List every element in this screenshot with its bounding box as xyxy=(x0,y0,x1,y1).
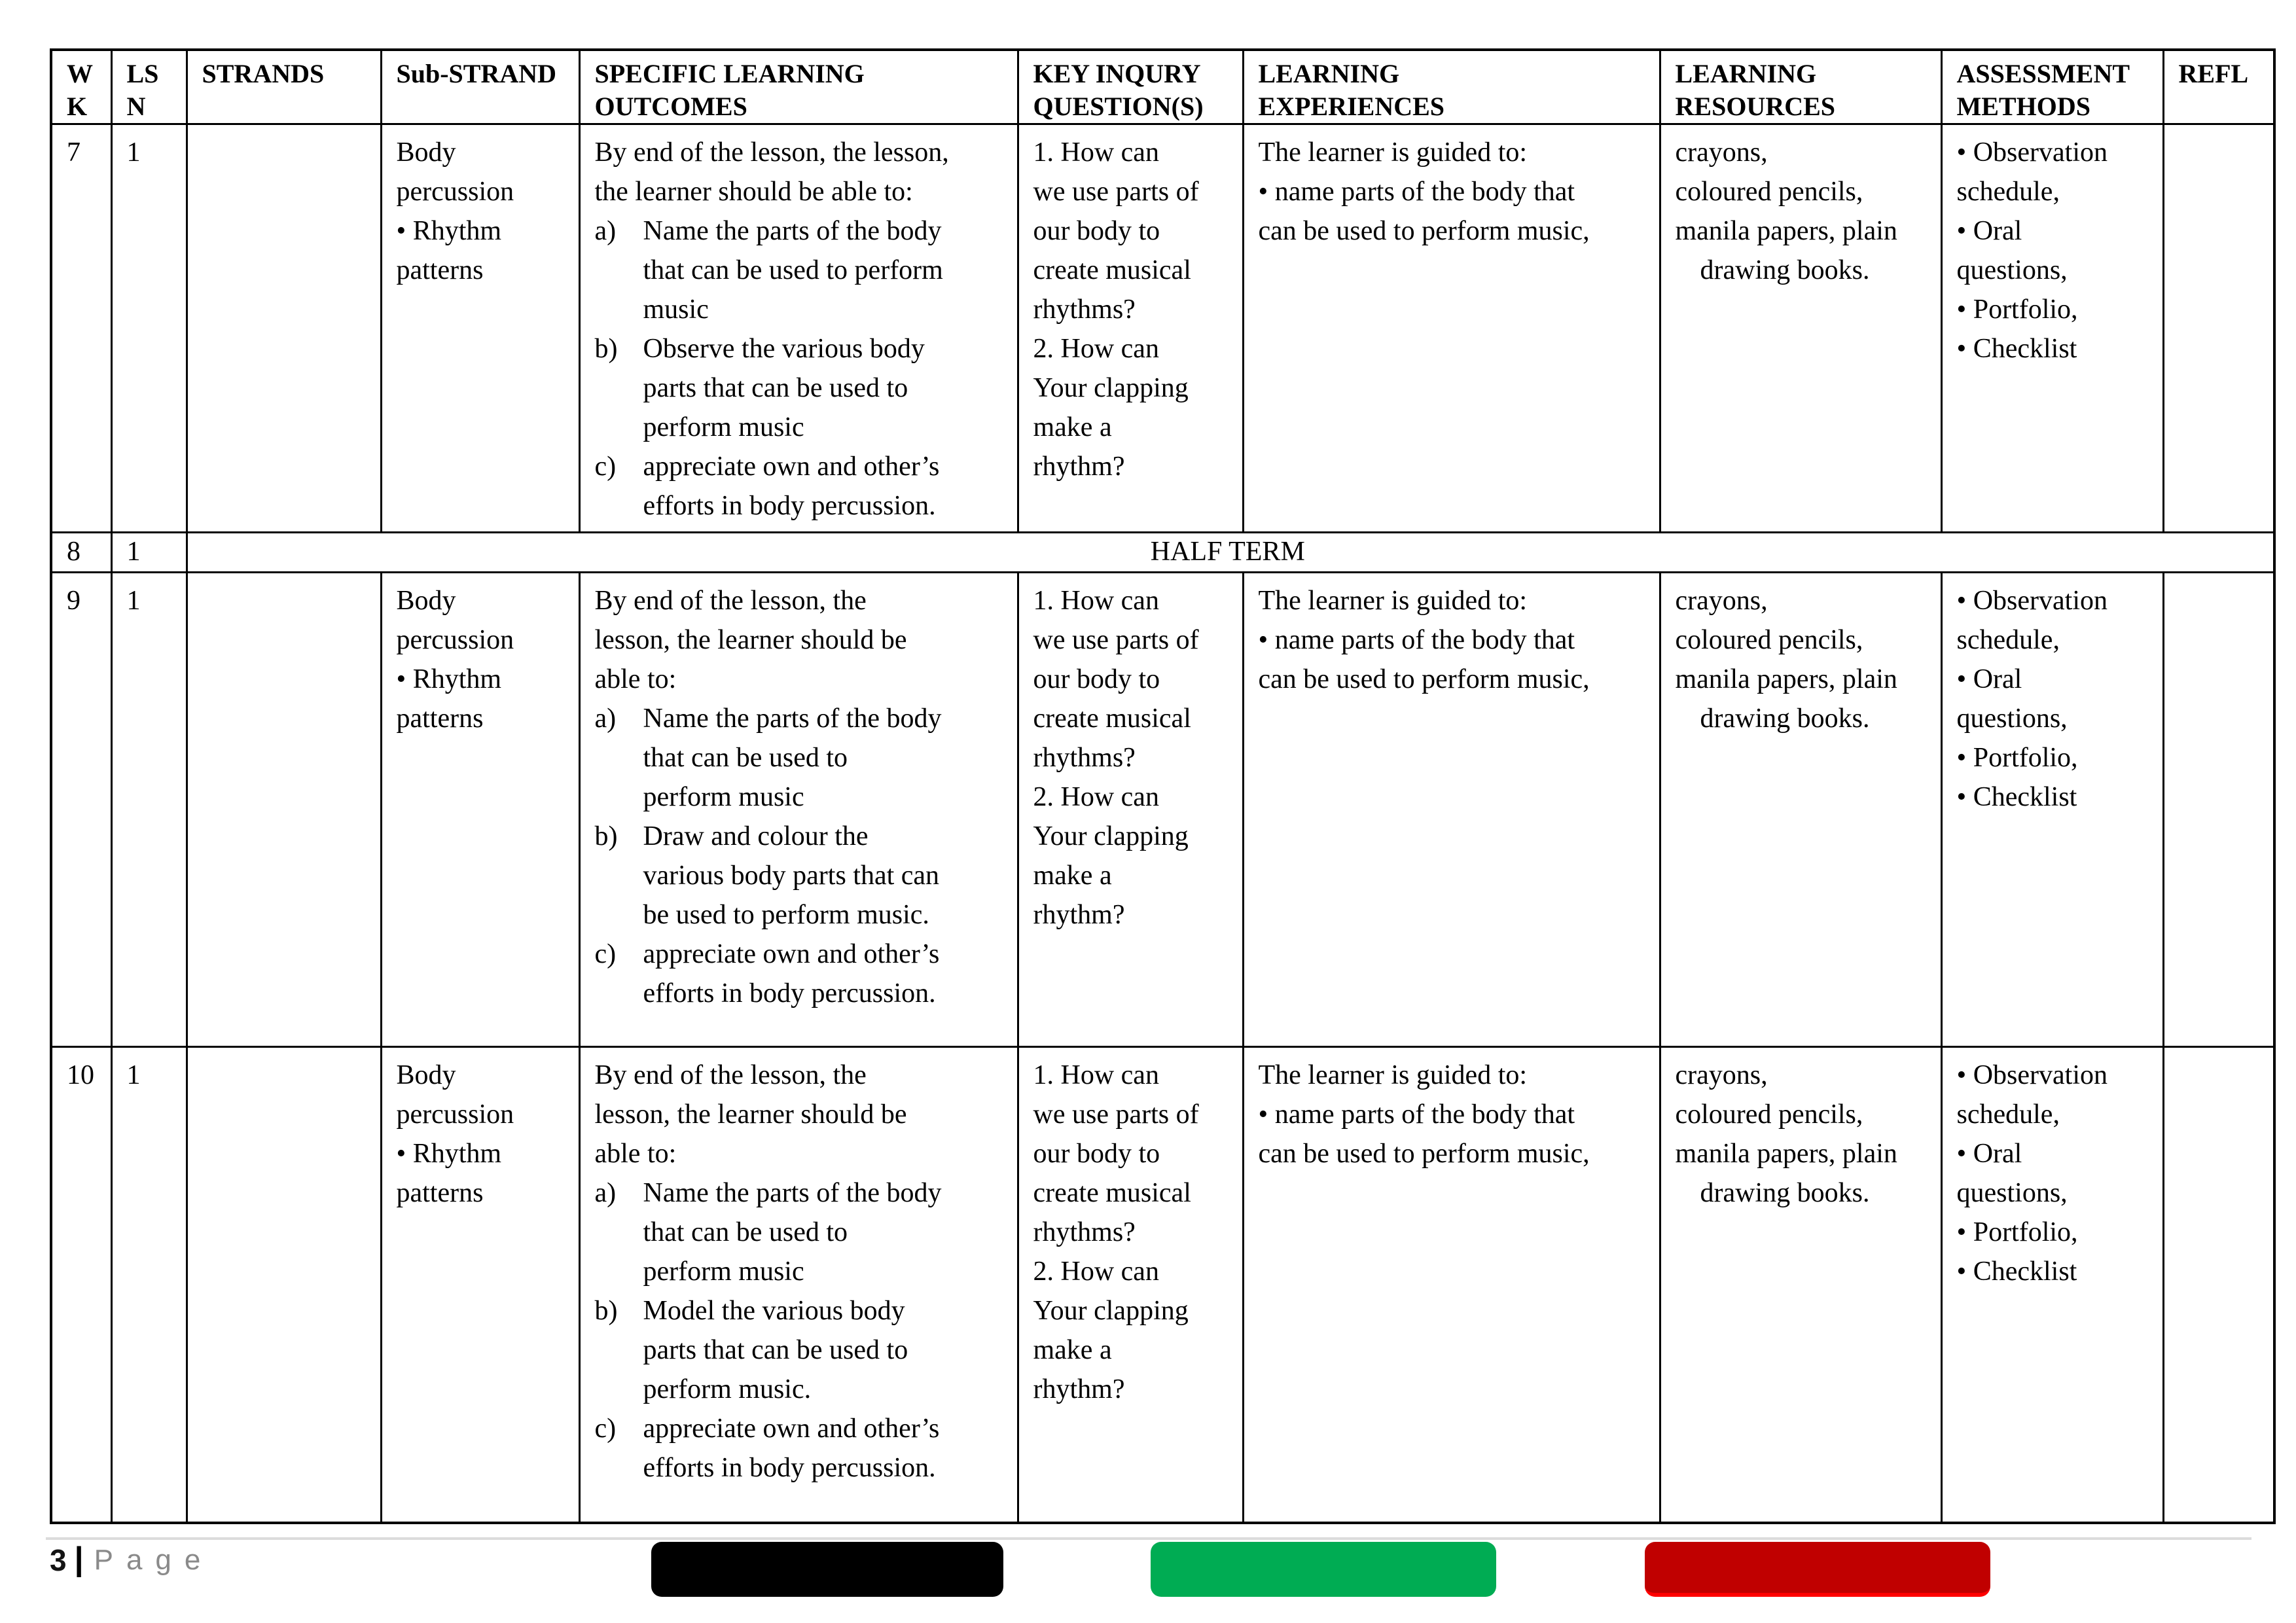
outcome-item xyxy=(595,1291,1012,1409)
outcome-item xyxy=(595,211,1012,329)
cell-outcomes xyxy=(579,573,1018,1047)
cell-assessment xyxy=(1941,573,2163,1047)
scheme-of-work-table xyxy=(50,48,2276,1524)
text-line: schedule, xyxy=(1956,177,2060,207)
text-line: able to: xyxy=(594,1139,677,1169)
text-line: Body xyxy=(396,586,456,616)
table-row xyxy=(51,573,2274,1047)
text-line: make a xyxy=(1033,412,1112,442)
text-line: • Observation xyxy=(1956,1060,2108,1090)
text-line: Your clapping xyxy=(1033,821,1189,851)
outcome-text: Observe the various body parts that can be used to perform music xyxy=(643,334,925,442)
cell-sub-strand xyxy=(381,573,579,1047)
cell-strands xyxy=(187,1047,381,1523)
outcome-text: Model the various body parts that can be used to perform music. xyxy=(643,1296,908,1404)
header-outcomes: SPECIFIC LEARNING OUTCOMES xyxy=(579,50,1018,124)
text-line: 2. How can xyxy=(1033,334,1159,364)
text-line: crayons, xyxy=(1675,1060,1768,1090)
text-line: crayons, xyxy=(1675,137,1768,168)
half-term-row xyxy=(51,533,2274,573)
text-line: can be used to perform music, xyxy=(1258,1139,1590,1169)
text-line: make a xyxy=(1033,1335,1112,1365)
cell-refl xyxy=(2163,124,2274,533)
text-line: Your clapping xyxy=(1033,373,1189,403)
text-line: patterns xyxy=(396,1178,484,1208)
text-line: questions, xyxy=(1956,704,2068,734)
text-line: • Portfolio, xyxy=(1956,1217,2078,1247)
outcome-text: Name the parts of the body that can be used to perform music xyxy=(643,1178,942,1287)
green-bar xyxy=(1151,1542,1496,1597)
text-line: coloured pencils, xyxy=(1675,625,1863,655)
text-line: our body to xyxy=(1033,1139,1160,1169)
text-line: we use parts of xyxy=(1033,625,1199,655)
text-line: • Rhythm xyxy=(396,1139,502,1169)
text-line: • Oral xyxy=(1956,1139,2022,1169)
cell-wk: 7 xyxy=(51,124,111,533)
header-lsn: LS N xyxy=(111,50,187,124)
cell-wk: 9 xyxy=(51,573,111,1047)
text-line: rhythm? xyxy=(1033,1374,1125,1404)
outcome-marker: c) xyxy=(594,939,617,969)
text-line: lesson, the learner should be xyxy=(594,625,907,655)
text-line: rhythm? xyxy=(1033,452,1125,482)
outcome-text: Name the parts of the body that can be used to perform music xyxy=(643,216,943,325)
outcome-marker: b) xyxy=(594,1296,618,1326)
text-line: drawing books. xyxy=(1700,704,1870,734)
text-line: percussion xyxy=(396,1099,514,1130)
text-line: manila papers, plain xyxy=(1675,664,1897,694)
text-line: • Oral xyxy=(1956,216,2022,246)
footer-page-label: Page xyxy=(94,1544,214,1576)
outcome-marker: a) xyxy=(594,704,617,734)
header-strands: STRANDS xyxy=(187,50,381,124)
text-line: 1. How can xyxy=(1033,1060,1159,1090)
text-line: The learner is guided to: xyxy=(1258,586,1528,616)
text-line: able to: xyxy=(594,664,677,694)
text-line: rhythms? xyxy=(1033,743,1136,773)
text-line: drawing books. xyxy=(1700,1178,1870,1208)
cell-sub-strand xyxy=(381,1047,579,1523)
text-line: • Rhythm xyxy=(396,216,502,246)
outcome-text: appreciate own and other’s efforts in body percussion. xyxy=(643,452,940,521)
text-line: manila papers, plain xyxy=(1675,1139,1897,1169)
text-line: 1. How can xyxy=(1033,586,1159,616)
text-line: can be used to perform music, xyxy=(1258,216,1590,246)
text-line: rhythms? xyxy=(1033,1217,1136,1247)
header-row xyxy=(51,50,2274,124)
cell-key-inquiry xyxy=(1018,1047,1243,1523)
text-line: • Checklist xyxy=(1956,782,2077,812)
outcome-marker: c) xyxy=(594,452,617,482)
outcome-marker: a) xyxy=(594,216,617,246)
text-line: The learner is guided to: xyxy=(1258,1060,1528,1090)
text-line: create musical xyxy=(1033,255,1191,285)
text-line: rhythm? xyxy=(1033,900,1125,930)
table-header xyxy=(51,50,2274,124)
cell-lsn: 1 xyxy=(111,124,187,533)
outcome-text: appreciate own and other’s efforts in body percussion. xyxy=(643,1414,940,1483)
outcome-text: Name the parts of the body that can be used to perform music xyxy=(643,704,942,812)
text-line: Body xyxy=(396,137,456,168)
cell-experiences xyxy=(1243,124,1660,533)
cell-assessment xyxy=(1941,124,2163,533)
cell-resources xyxy=(1660,124,1941,533)
cell-refl xyxy=(2163,1047,2274,1523)
text-line: 2. How can xyxy=(1033,782,1159,812)
text-line: • Observation xyxy=(1956,586,2108,616)
cell-outcomes xyxy=(579,124,1018,533)
table-body xyxy=(51,124,2274,1523)
text-line: patterns xyxy=(396,255,484,285)
header-assessment: ASSESSMENT METHODS xyxy=(1941,50,2163,124)
text-line: the learner should be able to: xyxy=(594,177,913,207)
outcome-marker: c) xyxy=(594,1414,617,1444)
text-line: make a xyxy=(1033,861,1112,891)
text-line: By end of the lesson, the xyxy=(594,1060,867,1090)
text-line: 1. How can xyxy=(1033,137,1159,168)
outcome-item xyxy=(595,1409,1012,1488)
outcome-item xyxy=(595,447,1012,526)
header-key-inquiry: KEY INQURY QUESTION(S) xyxy=(1018,50,1243,124)
cell-key-inquiry xyxy=(1018,573,1243,1047)
outcome-item xyxy=(595,329,1012,447)
text-line: questions, xyxy=(1956,1178,2068,1208)
cell-assessment xyxy=(1941,1047,2163,1523)
header-resources: LEARNING RESOURCES xyxy=(1660,50,1941,124)
cell-half-term: HALF TERM xyxy=(187,533,2274,573)
outcome-item xyxy=(595,699,1012,817)
text-line: By end of the lesson, the lesson, xyxy=(594,137,949,168)
text-line: manila papers, plain xyxy=(1675,216,1897,246)
cell-lsn: 1 xyxy=(111,573,187,1047)
cell-resources xyxy=(1660,573,1941,1047)
text-line: • name parts of the body that xyxy=(1258,1099,1575,1130)
text-line: • Observation xyxy=(1956,137,2108,168)
text-line: • Checklist xyxy=(1956,334,2077,364)
outcome-marker: b) xyxy=(594,821,618,851)
text-line: percussion xyxy=(396,625,514,655)
cell-key-inquiry xyxy=(1018,124,1243,533)
text-line: we use parts of xyxy=(1033,1099,1199,1130)
text-line: • Rhythm xyxy=(396,664,502,694)
text-line: • Portfolio, xyxy=(1956,743,2078,773)
text-line: coloured pencils, xyxy=(1675,1099,1863,1130)
text-line: schedule, xyxy=(1956,625,2060,655)
text-line: lesson, the learner should be xyxy=(594,1099,907,1130)
text-line: rhythms? xyxy=(1033,294,1136,325)
cell-experiences xyxy=(1243,1047,1660,1523)
cell-sub-strand xyxy=(381,124,579,533)
red-bar xyxy=(1645,1542,1990,1597)
text-line: patterns xyxy=(396,704,484,734)
text-line: percussion xyxy=(396,177,514,207)
cell-refl xyxy=(2163,573,2274,1047)
text-line: By end of the lesson, the xyxy=(594,586,867,616)
header-sub-strand: Sub-STRAND xyxy=(381,50,579,124)
outcome-marker: a) xyxy=(594,1178,617,1208)
text-line: • name parts of the body that xyxy=(1258,177,1575,207)
outcome-marker: b) xyxy=(594,334,618,364)
header-refl: REFL xyxy=(2163,50,2274,124)
text-line: questions, xyxy=(1956,255,2068,285)
text-line: The learner is guided to: xyxy=(1258,137,1528,168)
cell-strands xyxy=(187,573,381,1047)
text-line: coloured pencils, xyxy=(1675,177,1863,207)
text-line: • Portfolio, xyxy=(1956,294,2078,325)
outcome-item xyxy=(595,817,1012,935)
footer-divider xyxy=(46,1537,2251,1540)
text-line: schedule, xyxy=(1956,1099,2060,1130)
text-line: • name parts of the body that xyxy=(1258,625,1575,655)
outcome-text: appreciate own and other’s efforts in body percussion. xyxy=(643,939,940,1008)
cell-lsn: 1 xyxy=(111,1047,187,1523)
header-experiences: LEARNING EXPERIENCES xyxy=(1243,50,1660,124)
outcome-item xyxy=(595,1173,1012,1291)
text-line: create musical xyxy=(1033,1178,1191,1208)
outcome-text: Draw and colour the various body parts that can be used to perform music. xyxy=(643,821,940,930)
cell-experiences xyxy=(1243,573,1660,1047)
cell-wk: 8 xyxy=(51,533,111,573)
text-line: • Checklist xyxy=(1956,1257,2077,1287)
cell-strands xyxy=(187,124,381,533)
table-row xyxy=(51,1047,2274,1523)
text-line: can be used to perform music, xyxy=(1258,664,1590,694)
outcome-item xyxy=(595,935,1012,1013)
text-line: Body xyxy=(396,1060,456,1090)
header-wk: W K xyxy=(51,50,111,124)
cell-resources xyxy=(1660,1047,1941,1523)
text-line: create musical xyxy=(1033,704,1191,734)
text-line: drawing books. xyxy=(1700,255,1870,285)
text-line: crayons, xyxy=(1675,586,1768,616)
text-line: we use parts of xyxy=(1033,177,1199,207)
cell-outcomes xyxy=(579,1047,1018,1523)
page-footer xyxy=(50,1539,213,1581)
cell-lsn: 1 xyxy=(111,533,187,573)
black-bar xyxy=(651,1542,1003,1597)
text-line: Your clapping xyxy=(1033,1296,1189,1326)
text-line: • Oral xyxy=(1956,664,2022,694)
text-line: our body to xyxy=(1033,664,1160,694)
text-line: our body to xyxy=(1033,216,1160,246)
page-number: 3 xyxy=(50,1543,67,1577)
table-row xyxy=(51,124,2274,533)
text-line: 2. How can xyxy=(1033,1257,1159,1287)
footer-separator: | xyxy=(74,1541,84,1577)
cell-wk: 10 xyxy=(51,1047,111,1523)
